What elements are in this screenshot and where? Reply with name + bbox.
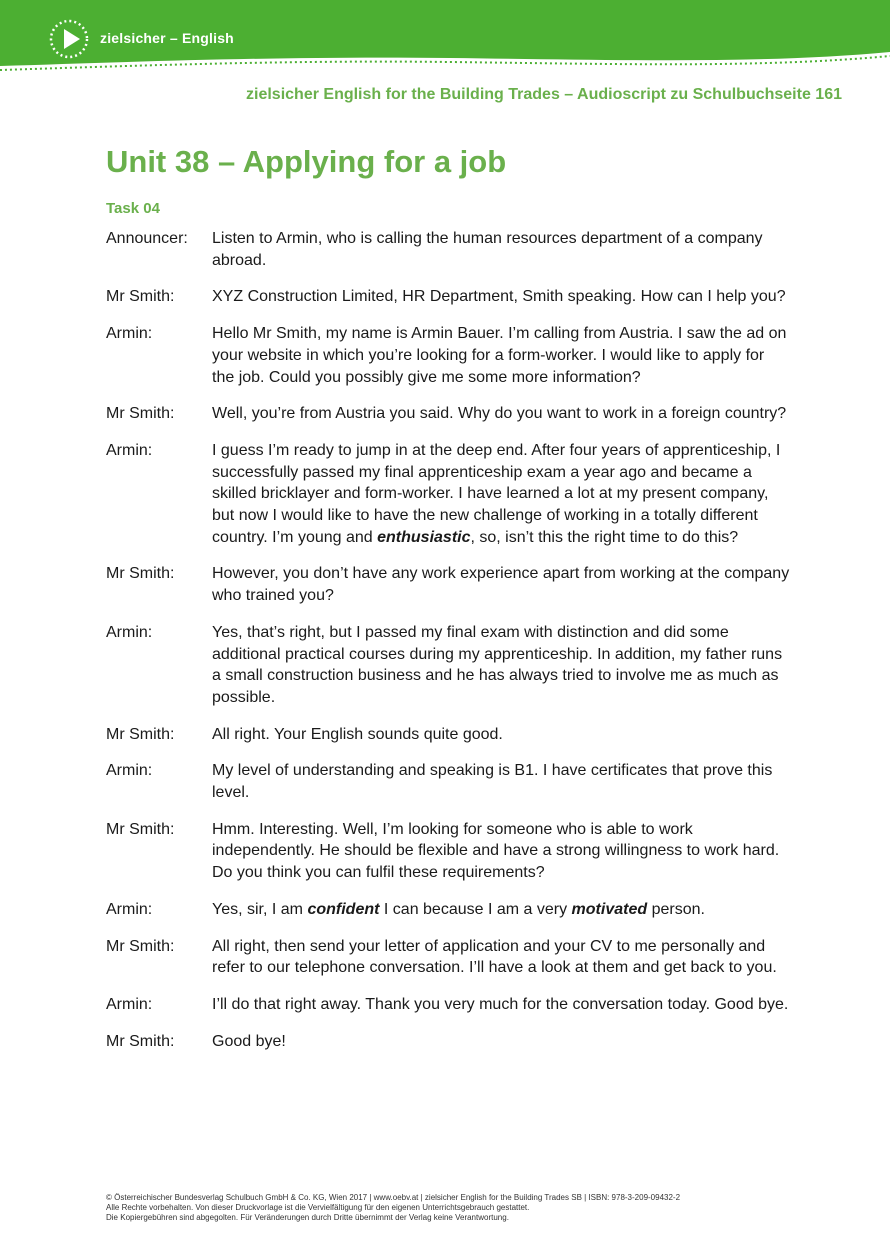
emphasized-word: confident	[307, 900, 380, 918]
footer-line-3: Die Kopiergebühren sind abgegolten. Für Veränderungen durch Dritte übernimmt der Verlag keine Verantwortung.	[106, 1213, 509, 1222]
speaker-label: Armin:	[106, 762, 153, 780]
dialogue-row	[106, 563, 796, 606]
dialogue-row	[106, 440, 796, 549]
page-title: Unit 38 – Applying for a job	[106, 144, 507, 179]
dialogue-row	[106, 724, 796, 746]
emphasized-word: motivated	[571, 900, 648, 918]
dialogue-text	[212, 1031, 790, 1053]
dialogue-row	[106, 622, 796, 709]
dialogue-segment: Well, you’re from Austria you said. Why do you want to work in a foreign country?	[212, 405, 787, 423]
play-icon	[48, 18, 90, 60]
dialogue-segment: However, you don’t have any work experience apart from working at the company who trained you?	[212, 565, 790, 605]
dialogue-segment: Hmm. Interesting. Well, I’m looking for someone who is able to work independently. He should be flexible and have a strong willingness to work hard. Do you think you can fulfil these requirements?	[212, 820, 780, 882]
dialogue-segment: , so, isn’t this the right time to do this?	[470, 528, 739, 546]
dialogue-text	[212, 819, 790, 884]
dialogue-segment: Hello Mr Smith, my name is Armin Bauer. I’m calling from Austria. I saw the ad on your website in which you’re looking for a form-worker. I would like to apply for the job. Could you possibly give me some more information?	[212, 325, 787, 386]
dialogue-row	[106, 760, 796, 803]
speaker-label: Armin:	[106, 900, 153, 918]
dialogue-text	[212, 403, 790, 425]
dialogue-text	[212, 724, 790, 746]
dialogue-segment: I guess I’m ready to jump in at the deep end. After four years of apprenticeship, I successfully passed my final apprenticeship exam a year ago and became a skilled bricklayer and form-worker. I have learned a lot at my present company, but now I would like to have the new challenge of working in a totally different country. I’m young and	[212, 441, 781, 546]
speaker-label: Armin:	[106, 623, 153, 641]
brand-logo	[48, 18, 90, 60]
dialogue-row	[106, 1031, 796, 1053]
dialogue-segment: person.	[647, 900, 705, 918]
dialogue-row	[106, 936, 796, 979]
speaker-label: Mr Smith:	[106, 565, 175, 583]
speaker-label: Mr Smith:	[106, 937, 175, 955]
dialogue-text	[212, 994, 790, 1016]
dialogue-segment: Good bye!	[212, 1032, 286, 1050]
dialogue-segment: My level of understanding and speaking is B1. I have certificates that prove this level.	[212, 762, 773, 802]
dialogue-row	[106, 228, 796, 271]
dialogue-text	[212, 563, 790, 606]
dialogue-segment: All right, then send your letter of application and your CV to me personally and refer to our telephone conversation. I’ll have a look at them and get back to you.	[212, 937, 777, 977]
speaker-label: Mr Smith:	[106, 288, 175, 306]
dialogue-text	[212, 228, 790, 271]
dialogue-text	[212, 286, 790, 308]
dialogue-segment: I can because I am a very	[379, 900, 572, 918]
speaker-label: Mr Smith:	[106, 405, 175, 423]
brand-name: zielsicher – English	[100, 30, 234, 46]
speaker-label: Armin:	[106, 995, 153, 1013]
dialogue-segment: Yes, that’s right, but I passed my final exam with distinction and did some additional practical courses during my apprenticeship. In addition, my father runs a small construction business and he has always tried to involve me as much as possible.	[212, 623, 783, 706]
document-header: zielsicher English for the Building Trades – Audioscript zu Schulbuchseite 161	[246, 86, 842, 103]
dialogue-row	[106, 819, 796, 884]
speaker-label: Armin:	[106, 441, 153, 459]
task-label: Task 04	[106, 200, 160, 217]
dialogue-segment: Yes, sir, I am	[212, 900, 308, 918]
dialogue-text	[212, 440, 790, 549]
speaker-label: Armin:	[106, 325, 153, 343]
dialogue-segment: All right. Your English sounds quite good.	[212, 725, 503, 743]
audioscript	[106, 228, 796, 1067]
speaker-label: Mr Smith:	[106, 820, 175, 838]
dialogue-segment: I’ll do that right away. Thank you very much for the conversation today. Good bye.	[212, 995, 789, 1013]
dialogue-text	[212, 760, 790, 803]
dialogue-text	[212, 622, 790, 709]
dialogue-text	[212, 899, 790, 921]
speaker-label: Announcer:	[106, 230, 188, 247]
footer-line-1: © Österreichischer Bundesverlag Schulbuch GmbH & Co. KG, Wien 2017 | www.oebv.at | zielsicher English for the Building Trades SB | ISBN: 978-3-209-09432-2	[106, 1193, 681, 1202]
copyright-footer	[106, 1193, 680, 1223]
dialogue-segment: Listen to Armin, who is calling the human resources department of a company abroad.	[212, 230, 763, 269]
dialogue-row	[106, 899, 796, 921]
speaker-label: Mr Smith:	[106, 725, 175, 743]
speaker-label: Mr Smith:	[106, 1032, 175, 1050]
dialogue-row	[106, 994, 796, 1016]
dialogue-row	[106, 286, 796, 308]
dialogue-text	[212, 323, 790, 388]
dialogue-row	[106, 323, 796, 388]
footer-line-2: Alle Rechte vorbehalten. Von dieser Druckvorlage ist die Vervielfältigung für den eigenen Unterrichtsgebrauch gestattet.	[106, 1203, 530, 1212]
dialogue-text	[212, 936, 790, 979]
dialogue-row	[106, 403, 796, 425]
dialogue-segment: XYZ Construction Limited, HR Department, Smith speaking. How can I help you?	[212, 288, 786, 306]
emphasized-word: enthusiastic	[377, 528, 471, 546]
